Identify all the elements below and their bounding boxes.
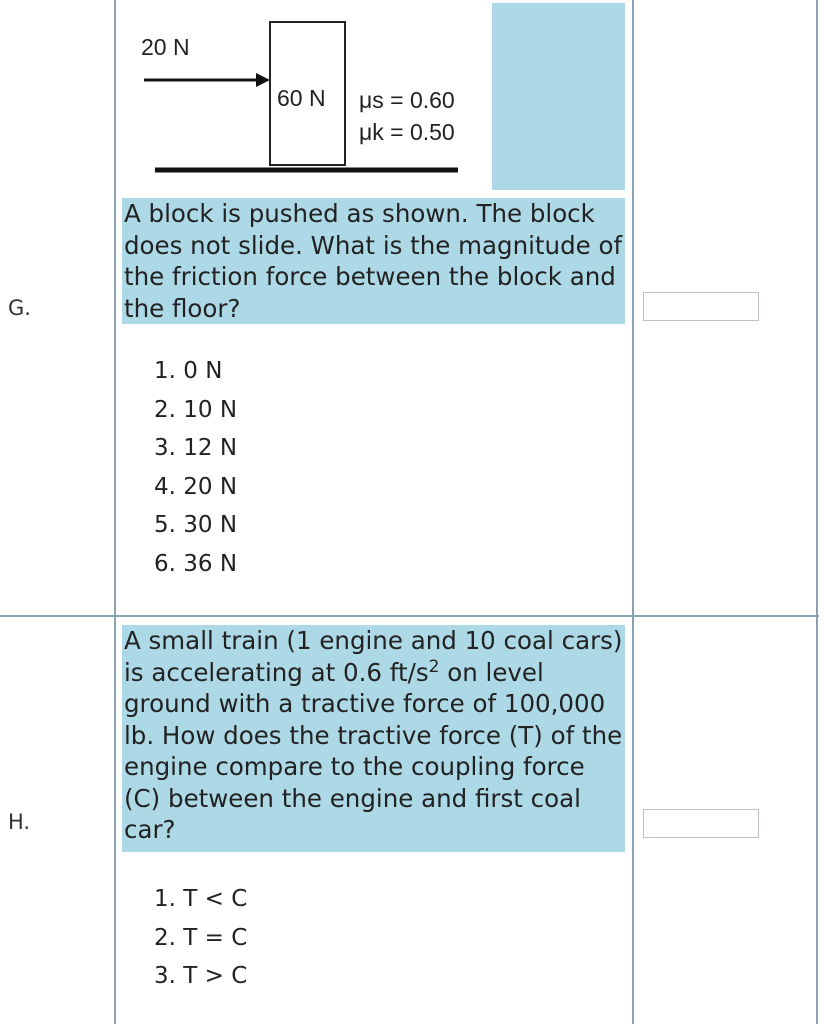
choice-list: [154, 880, 247, 996]
choice-item: 1. T < C: [154, 886, 248, 912]
column-divider-left: [114, 0, 116, 1024]
choice-item: 5. 30 N: [154, 512, 238, 538]
column-divider-right: [632, 0, 634, 1024]
block-weight-label: 60 N: [277, 85, 326, 111]
choice-item: 4. 20 N: [154, 473, 238, 500]
push-force-label: 20 N: [141, 34, 190, 60]
diagram-highlight: [492, 3, 625, 190]
choice-item: 6. 36 N: [154, 550, 238, 577]
choice-item: 3. T > C: [154, 963, 248, 989]
mu-static-label: μs = 0.60: [359, 87, 455, 113]
choice-list: [154, 352, 237, 583]
question-text-part: on level ground with a tractive force of 100,000 lb. How does the tractive force (T) of the engine compare to the coupling force (C) between the engine and first coal car?: [124, 657, 623, 844]
choice-item: 2. T = C: [154, 924, 248, 951]
question-label: H.: [8, 810, 31, 834]
choice-item: 1. 0 N: [154, 358, 223, 384]
question-text: [122, 625, 625, 852]
question-label: G.: [8, 296, 31, 320]
question-text-part: A small train (1 engine and 10 coal cars) is accelerating at 0.6 ft/s: [124, 626, 623, 687]
friction-diagram: [122, 0, 494, 190]
answer-input[interactable]: [643, 292, 759, 321]
table-border-right: [816, 0, 818, 1024]
choice-item: 3. 12 N: [154, 435, 238, 461]
answer-input[interactable]: [643, 809, 759, 838]
question-text-content: A block is pushed as shown. The block does not slide. What is the magnitude of the friction force between the block and the floor?: [124, 199, 623, 323]
choice-item: 2. 10 N: [154, 396, 238, 423]
exponent: 2: [428, 656, 440, 677]
mu-kinetic-label: μk = 0.50: [359, 119, 455, 145]
row-divider: [0, 615, 819, 617]
push-arrow-head: [256, 73, 270, 87]
question-text: [122, 198, 625, 324]
